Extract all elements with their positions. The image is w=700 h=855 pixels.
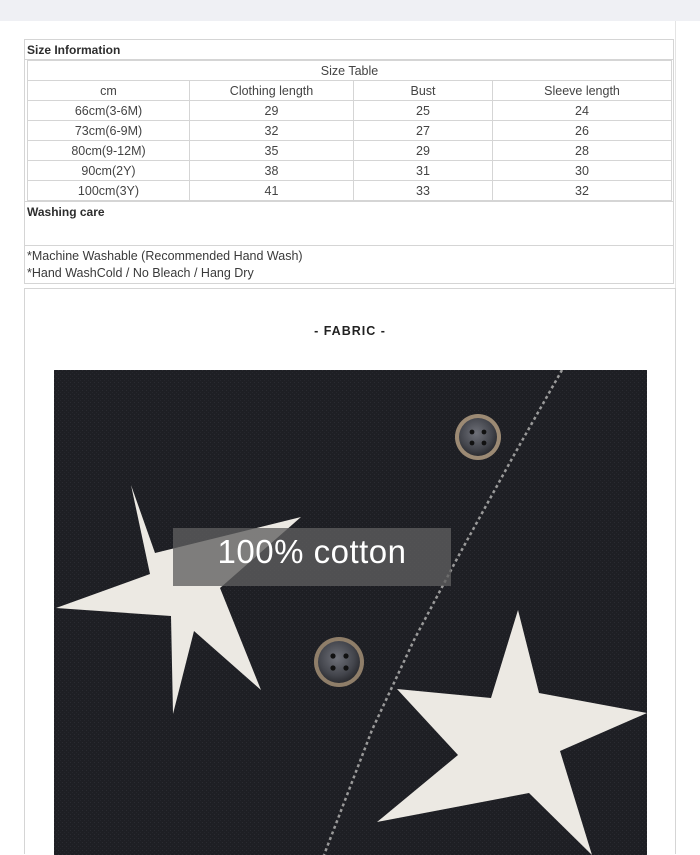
size-table-caption: Size Table xyxy=(28,61,672,81)
size-table-caption-row xyxy=(28,61,672,81)
care-instruction: *Hand WashCold / No Bleach / Hang Dry xyxy=(27,266,254,280)
clothing-length-cell: 32 xyxy=(190,121,354,141)
sleeve-length-cell: 24 xyxy=(493,101,672,121)
washing-care-title: Washing care xyxy=(27,205,105,219)
bust-cell: 29 xyxy=(354,141,493,161)
table-row xyxy=(28,121,672,141)
column-header: Clothing length xyxy=(190,81,354,101)
clothing-length-cell: 29 xyxy=(190,101,354,121)
size-cell: 80cm(9-12M) xyxy=(28,141,190,161)
divider xyxy=(25,201,673,202)
column-header: cm xyxy=(28,81,190,101)
table-row xyxy=(28,141,672,161)
size-cell: 66cm(3-6M) xyxy=(28,101,190,121)
clothing-length-cell: 38 xyxy=(190,161,354,181)
sleeve-length-cell: 28 xyxy=(493,141,672,161)
clothing-length-cell: 41 xyxy=(190,181,354,201)
bust-cell: 33 xyxy=(354,181,493,201)
bust-cell: 27 xyxy=(354,121,493,141)
table-row xyxy=(28,101,672,121)
divider xyxy=(25,39,673,40)
table-row xyxy=(28,181,672,201)
sleeve-length-cell: 30 xyxy=(493,161,672,181)
care-instruction: *Machine Washable (Recommended Hand Wash) xyxy=(27,249,303,263)
sleeve-length-cell: 32 xyxy=(493,181,672,201)
size-cell: 100cm(3Y) xyxy=(28,181,190,201)
button-icon xyxy=(314,637,364,687)
size-cell: 73cm(6-9M) xyxy=(28,121,190,141)
size-table xyxy=(27,60,672,201)
size-cell: 90cm(2Y) xyxy=(28,161,190,181)
column-header: Bust xyxy=(354,81,493,101)
fabric-section xyxy=(24,288,676,854)
sleeve-length-cell: 26 xyxy=(493,121,672,141)
fabric-caption: 100% cotton xyxy=(217,533,407,570)
size-information-title: Size Information xyxy=(27,43,121,57)
table-row xyxy=(28,161,672,181)
fabric-heading: - FABRIC - xyxy=(314,324,386,338)
size-table-header-row xyxy=(28,81,672,101)
divider xyxy=(25,245,673,246)
clothing-length-cell: 35 xyxy=(190,141,354,161)
button-icon xyxy=(455,414,501,460)
product-info-panel xyxy=(24,39,674,284)
browser-top-bar xyxy=(0,0,700,21)
bust-cell: 25 xyxy=(354,101,493,121)
column-header: Sleeve length xyxy=(493,81,672,101)
bust-cell: 31 xyxy=(354,161,493,181)
fabric-photo xyxy=(54,370,647,855)
